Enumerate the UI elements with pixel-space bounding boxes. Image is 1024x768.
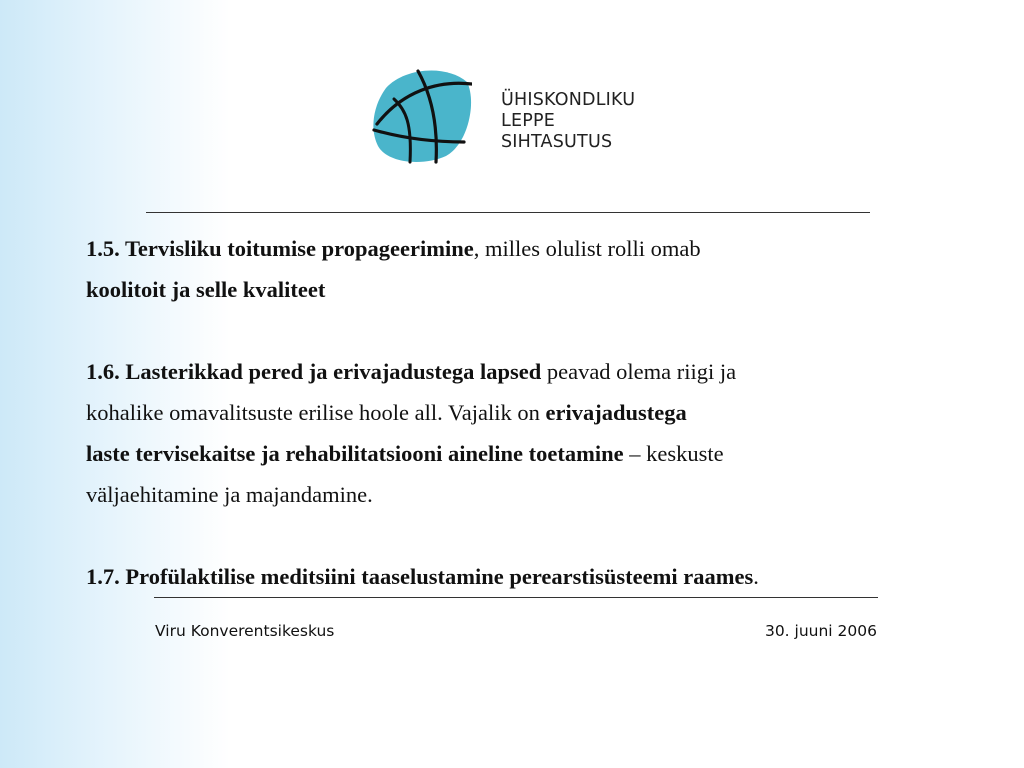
item-1-6-emphasis-1: erivajadustega — [545, 400, 687, 425]
item-1-6-text-1: peavad olema riigi ja — [541, 359, 737, 384]
organization-logo — [372, 66, 672, 166]
footer-venue: Viru Konverentsikeskus — [155, 622, 335, 640]
globe-logo-icon — [372, 66, 472, 166]
item-1-7-text: . — [753, 564, 759, 589]
item-1-7-title: 1.7. Profülaktilise meditsiini taaselustamine perearstisüsteemi raames — [86, 564, 754, 589]
slide-body — [86, 228, 986, 597]
item-1-5-emphasis: koolitoit ja selle kvaliteet — [86, 277, 326, 302]
logo-line-1: ÜHISKONDLIKU — [501, 90, 636, 110]
item-1-6-emphasis-2: laste tervisekaitse ja rehabilitatsiooni aineline toetamine — [86, 441, 624, 466]
item-1-7 — [86, 556, 986, 597]
item-1-5-text: , milles olulist rolli omab — [473, 236, 701, 261]
item-1-6-text-2: kohalike omavalitsuste erilise hoole all. Vajalik on — [86, 400, 546, 425]
footer-date: 30. juuni 2006 — [764, 622, 877, 640]
logo-line-3: SIHTASUTUS — [501, 132, 613, 152]
top-divider — [146, 212, 870, 213]
logo-wordmark — [501, 90, 635, 153]
item-1-5-title: 1.5. Tervisliku toitumise propageerimine — [86, 236, 474, 261]
item-1-6-text-4: väljaehitamine ja majandamine. — [86, 482, 373, 507]
item-1-5 — [86, 228, 986, 310]
item-1-6-text-3: – keskuste — [623, 441, 724, 466]
logo-line-2: LEPPE — [501, 111, 555, 131]
bottom-divider — [154, 597, 878, 598]
item-1-6-title: 1.6. Lasterikkad pered ja erivajadustega lapsed — [86, 359, 542, 384]
item-1-6 — [86, 351, 986, 515]
